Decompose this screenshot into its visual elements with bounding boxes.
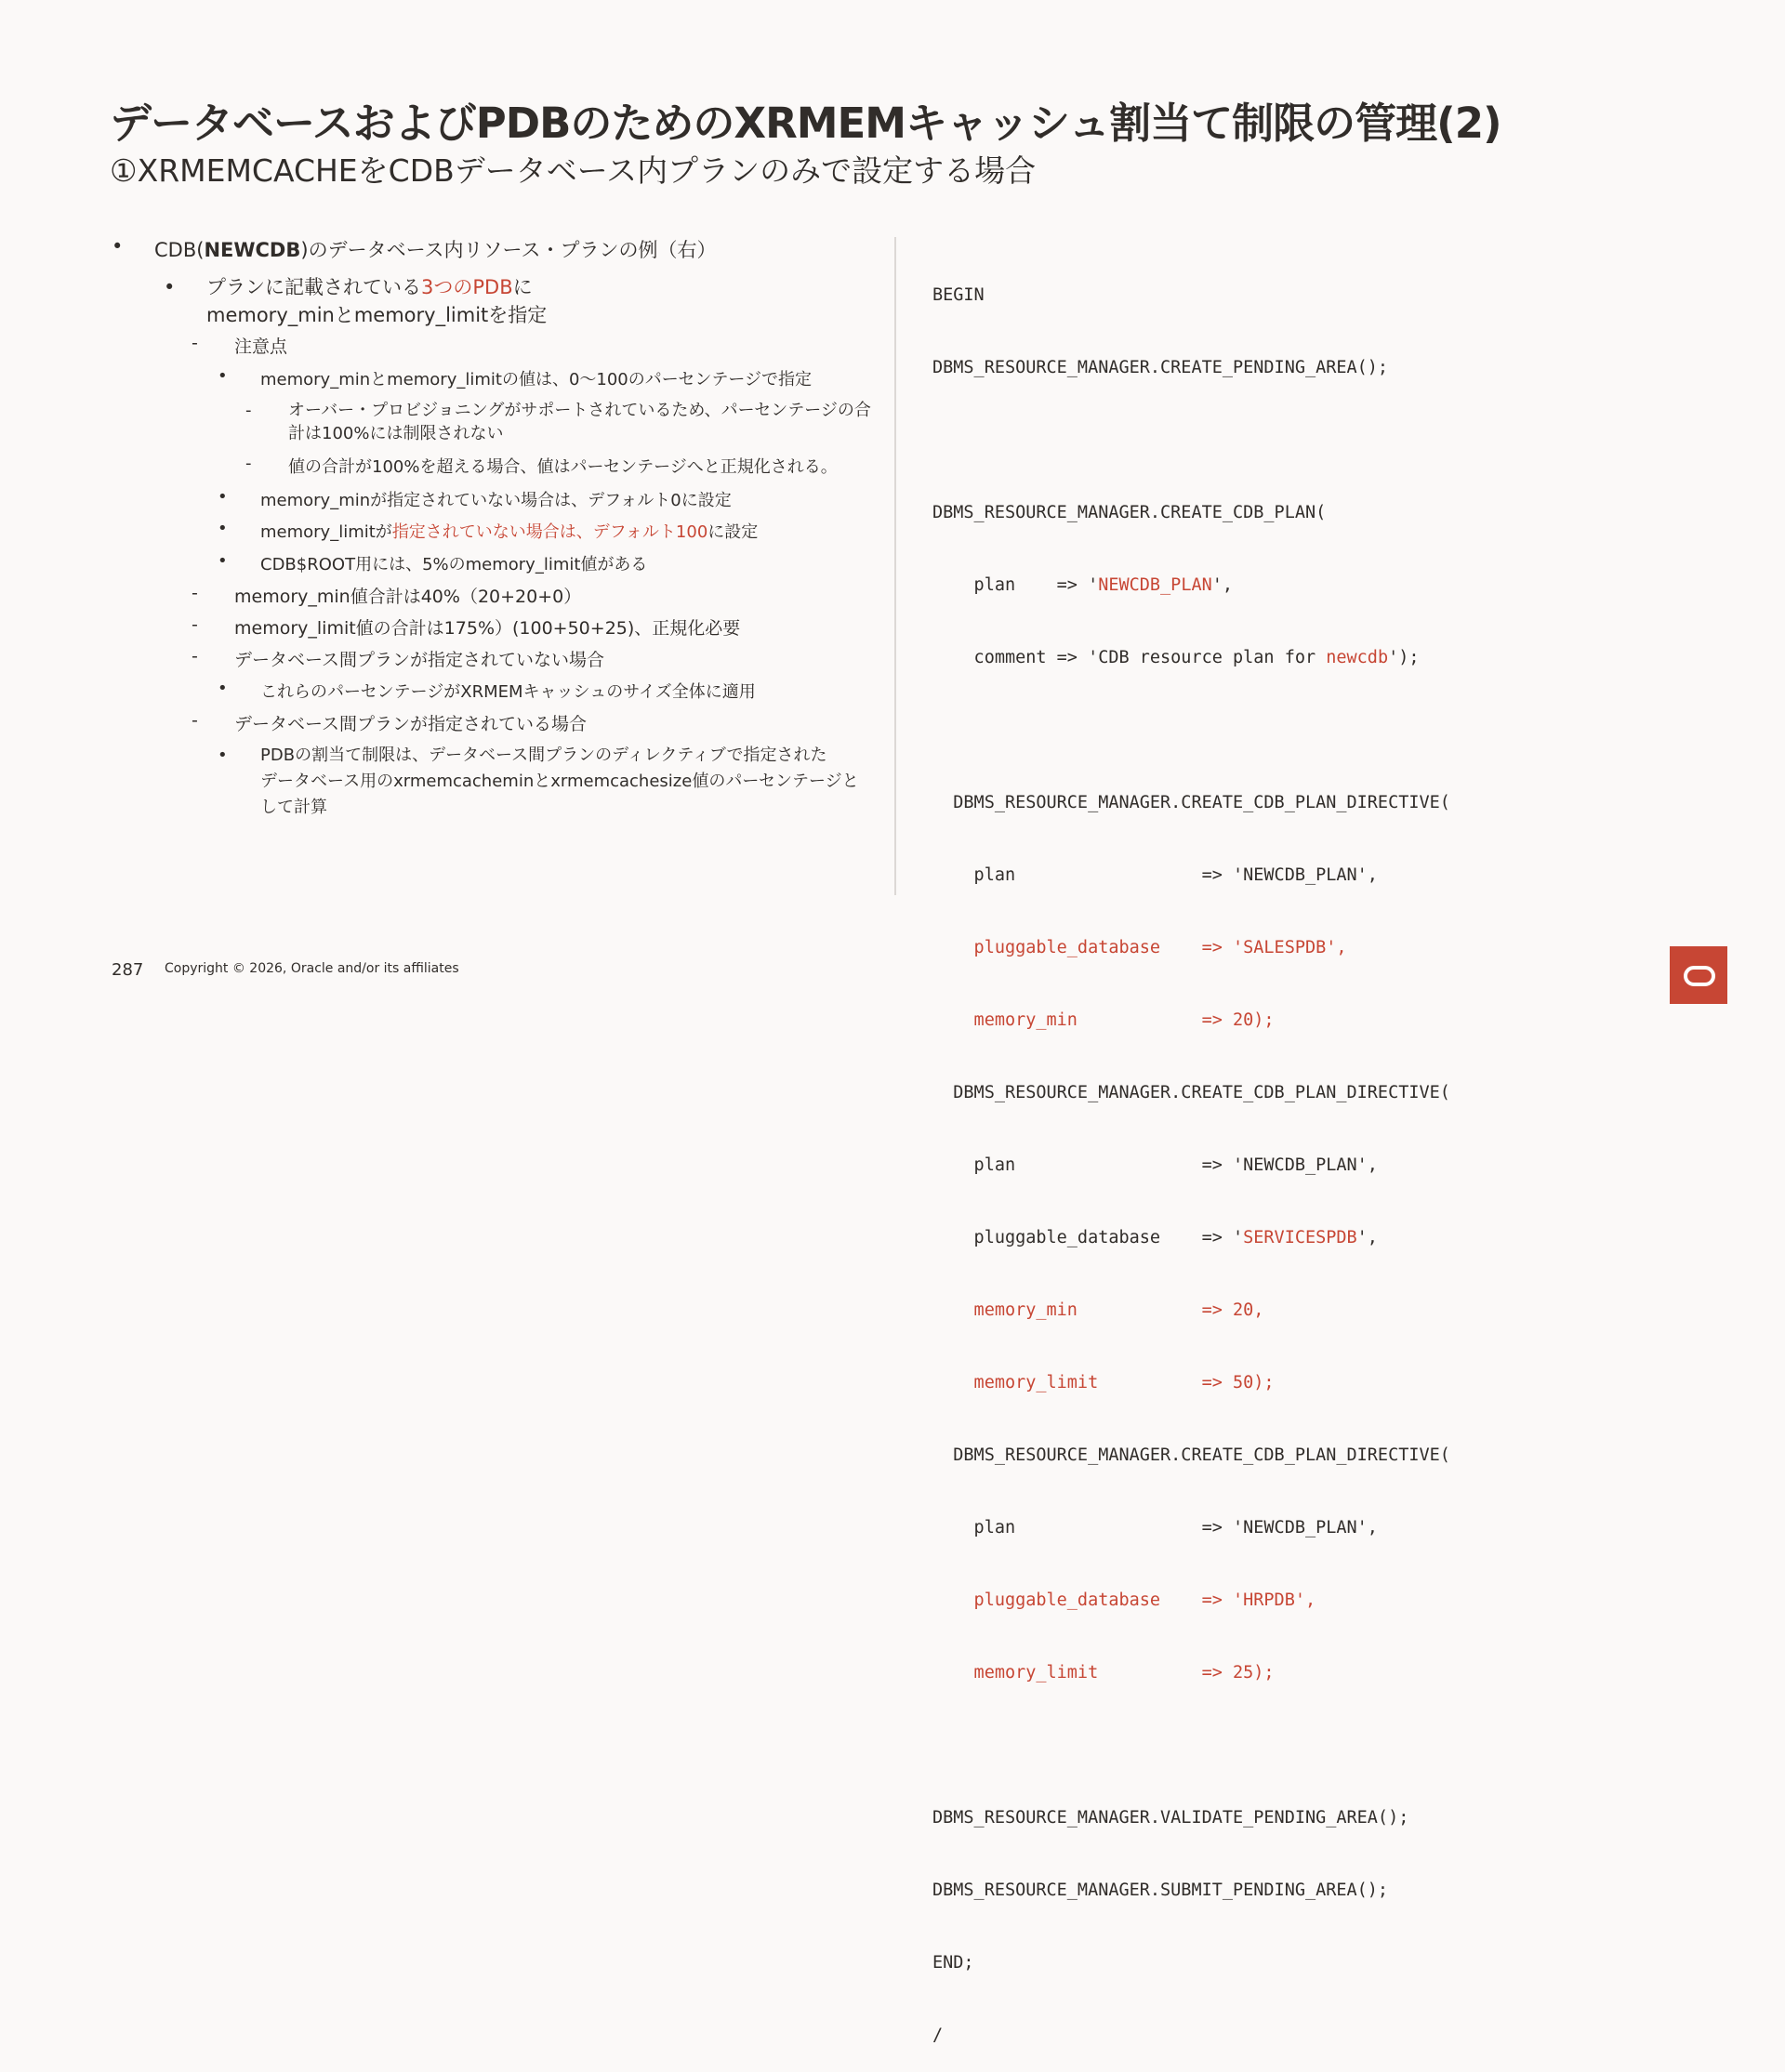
bullet-text-part: オーバー・プロビジョニングがサポートされているため、パーセンテージの合 [288, 401, 871, 420]
bullet-text-part: memory_minとmemory_limitを指定 [206, 304, 548, 326]
bullet-text: 値の合計が100%を超える場合、値はパーセンテージへと正規化される。 [288, 457, 838, 477]
bullet-marker: - [192, 646, 198, 666]
code-line: plan => 'NEWCDB_PLAN', [932, 1155, 1378, 1175]
bullet-marker: - [192, 333, 198, 353]
code-line: DBMS_RESOURCE_MANAGER.CREATE_CDB_PLAN_DIRECTIVE( [932, 1445, 1450, 1465]
code-line [932, 574, 1450, 598]
bullet-text: これらのパーセンテージがXRMEMキャッシュのサイズ全体に適用 [260, 682, 756, 702]
code-line: BEGIN [932, 285, 985, 305]
code-line-highlight: memory_limit => 50); [932, 1373, 1275, 1392]
bullet-text-part: 計は100%には制限されない [288, 424, 504, 443]
bullet-marker: - [192, 583, 198, 603]
bullet-marker: • [218, 551, 228, 571]
bullet-marker: - [245, 454, 252, 473]
bullet-text: 注意点 [234, 337, 288, 357]
bullet-text: memory_limit値の合計は175%）(100+50+25)、正規化必要 [234, 618, 741, 639]
oracle-ring-shape [1684, 966, 1715, 986]
bullet-text-part: に設定 [707, 522, 759, 542]
code-token: ', [1211, 575, 1234, 595]
code-line-highlight: memory_min => 20, [932, 1300, 1264, 1320]
bullet-marker: • [112, 235, 124, 257]
bullet-text-part: して計算 [260, 798, 327, 817]
slide-title: データベースおよびPDBのためのXRMEMキャッシュ割当て制限の管理(2) [110, 99, 1501, 148]
bullet-marker: - [192, 710, 198, 731]
bullet-item [245, 399, 871, 445]
bullet-text-part: PDBの割当て制限は、データベース間プランのディレクティブで指定された [260, 746, 827, 765]
oracle-logo-icon [1670, 946, 1727, 1004]
page-number: 287 [112, 960, 144, 980]
bullet-text: memory_minとmemory_limitの値は、0～100のパーセンテージで指定 [260, 370, 813, 389]
bullet-text-part: )のデータベース内リソース・プランの例（右） [300, 239, 717, 261]
bullet-marker: • [218, 746, 228, 765]
code-line: END; [932, 1953, 974, 1973]
bullet-text: データベース間プランが指定されている場合 [234, 714, 588, 734]
bullet-marker: - [245, 401, 252, 420]
bullet-marker: • [218, 679, 228, 698]
bullet-item [218, 679, 756, 703]
code-line [932, 1226, 1450, 1250]
bullet-text [206, 273, 547, 329]
bullet-marker: • [218, 366, 228, 386]
bullet-text-highlight: 指定されていない場合は、デフォルト100 [391, 522, 708, 542]
bullet-item [192, 614, 740, 640]
code-token: '); [1388, 648, 1420, 667]
code-line: DBMS_RESOURCE_MANAGER.CREATE_PENDING_AREA(); [932, 358, 1389, 377]
bullet-text: memory_min値合計は40%（20+20+0） [234, 587, 582, 607]
bullet-list [0, 0, 874, 1004]
bullet-text: データベース間プランが指定されていない場合 [234, 650, 605, 670]
code-token-highlight: SERVICESPDB [1243, 1228, 1357, 1247]
code-line-blank [932, 719, 1450, 743]
bullet-text-bold: NEWCDB [204, 239, 301, 261]
bullet-marker: • [218, 487, 228, 507]
code-line-blank [932, 1734, 1450, 1758]
bullet-marker: • [164, 276, 176, 298]
copyright-text: Copyright © 2026, Oracle and/or its affiliates [165, 961, 459, 976]
bullet-marker: - [192, 614, 198, 635]
bullet-item [112, 235, 716, 263]
bullet-marker: • [218, 519, 228, 538]
bullet-item [218, 487, 732, 511]
code-token-highlight: NEWCDB_PLAN [1098, 575, 1212, 595]
slide-subtitle: ①XRMEMCACHEをCDBデータベース内プランのみで設定する場合 [110, 152, 1037, 189]
code-token-highlight: newcdb [1326, 648, 1389, 667]
code-line-highlight: pluggable_database => 'HRPDB', [932, 1590, 1316, 1610]
bullet-item [192, 646, 604, 671]
code-line: plan => 'NEWCDB_PLAN', [932, 1518, 1378, 1538]
code-line [932, 646, 1450, 670]
bullet-text [154, 235, 716, 263]
code-token: ', [1356, 1228, 1378, 1247]
code-line-highlight: memory_limit => 25); [932, 1663, 1275, 1683]
bullet-item [218, 366, 812, 390]
code-token: pluggable_database => ' [932, 1228, 1244, 1247]
bullet-text [260, 743, 859, 821]
column-divider [894, 237, 896, 895]
bullet-item [164, 273, 547, 329]
bullet-item [218, 519, 758, 543]
code-line: plan => 'NEWCDB_PLAN', [932, 865, 1378, 885]
bullet-item [192, 710, 587, 735]
code-line-highlight: pluggable_database => 'SALESPDB', [932, 938, 1347, 957]
code-line-blank [932, 429, 1450, 453]
bullet-item [192, 333, 287, 358]
bullet-item [218, 743, 859, 821]
bullet-item [192, 583, 581, 608]
bullet-text [260, 519, 758, 543]
bullet-text-part: memory_limitが [260, 522, 392, 542]
code-line-highlight: memory_min => 20); [932, 1010, 1275, 1030]
code-block [932, 235, 1450, 2072]
code-token: plan => ' [932, 575, 1099, 595]
bullet-text-part: CDB( [154, 239, 205, 261]
bullet-text: CDB$ROOT用には、5%のmemory_limit値がある [260, 555, 648, 574]
code-line: DBMS_RESOURCE_MANAGER.CREATE_CDB_PLAN_DIRECTIVE( [932, 793, 1450, 812]
bullet-text [288, 399, 871, 445]
bullet-item [245, 454, 838, 478]
bullet-text-part: に [512, 276, 533, 298]
bullet-item [218, 551, 647, 575]
bullet-text-part: データベース用のxrmemcacheminとxrmemcachesize値のパーセンテージと [260, 772, 859, 791]
bullet-text-part: プランに記載されている [206, 276, 421, 298]
bullet-text: memory_minが指定されていない場合は、デフォルト0に設定 [260, 491, 732, 510]
code-line: DBMS_RESOURCE_MANAGER.VALIDATE_PENDING_AREA(); [932, 1808, 1409, 1828]
code-token: comment => 'CDB resource plan for [932, 648, 1327, 667]
code-line: DBMS_RESOURCE_MANAGER.SUBMIT_PENDING_AREA(); [932, 1881, 1389, 1900]
bullet-text-highlight: 3つのPDB [421, 276, 513, 298]
code-line: DBMS_RESOURCE_MANAGER.CREATE_CDB_PLAN( [932, 503, 1327, 522]
code-line: DBMS_RESOURCE_MANAGER.CREATE_CDB_PLAN_DIRECTIVE( [932, 1083, 1450, 1102]
code-line: / [932, 2026, 944, 2045]
